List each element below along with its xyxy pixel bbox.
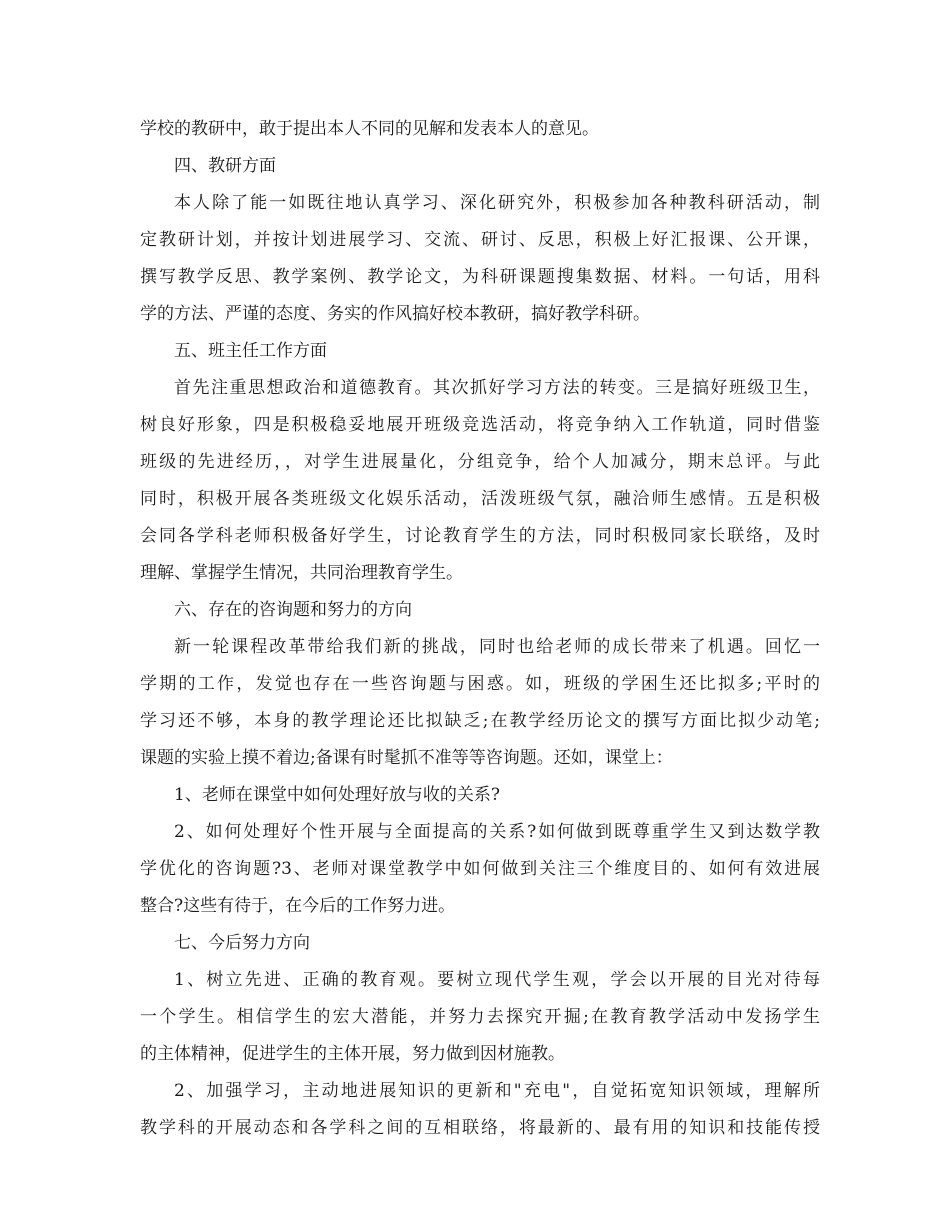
text-line: 教学科的开展动态和各学科之间的互相联络，将最新的、最有用的知识和技能传授	[140, 1118, 820, 1138]
section-heading: 七、今后努力方向	[174, 933, 310, 953]
list-item: 2、加强学习，主动地进展知识的更新和"充电"，自觉拓宽知识领域，理解所	[174, 1081, 820, 1101]
document-body	[140, 111, 820, 1147]
section-heading: 六、存在的咨询题和努力的方向	[174, 600, 412, 620]
text-line: 班级的先进经历，，对学生进展量化，分组竞争，给个人加减分，期末总评。与此	[140, 452, 820, 472]
list-item: 2、如何处理好个性开展与全面提高的关系?如何做到既尊重学生又到达数学教	[174, 822, 820, 842]
text-line: 学习还不够，本身的教学理论还比拟缺乏;在教学经历论文的撰写方面比拟少动笔;	[140, 711, 820, 731]
text-line: 的主体精神，促进学生的主体开展，努力做到因材施教。	[140, 1044, 565, 1064]
text-line: 定教研计划，并按计划进展学习、交流、研讨、反思，积极上好汇报课、公开课，	[140, 230, 820, 250]
text-line: 撰写教学反思、教学案例、教学论文，为科研课题搜集数据、材料。一句话，用科	[140, 267, 820, 287]
text-line: 新一轮课程改革带给我们新的挑战，同时也给老师的成长带来了机遇。回忆一	[174, 637, 820, 657]
text-line: 本人除了能一如既往地认真学习、深化研究外，积极参加各种教科研活动，制	[174, 193, 820, 213]
text-line: 学期的工作，发觉也存在一些咨询题与困惑。如，班级的学困生还比拟多;平时的	[140, 674, 820, 694]
text-line: 会同各学科老师积极备好学生，讨论教育学生的方法，同时积极同家长联络，及时	[140, 526, 820, 546]
text-line: 学校的教研中，敢于提出本人不同的见解和发表本人的意见。	[140, 119, 599, 139]
section-heading: 四、教研方面	[174, 156, 276, 176]
text-line: 学优化的咨询题?3、老师对课堂教学中如何做到关注三个维度目的、如何有效进展	[140, 859, 820, 879]
text-line: 同时，积极开展各类班级文化娱乐活动，活泼班级气氛，融洽师生感情。五是积极	[140, 489, 820, 509]
text-line: 首先注重思想政治和道德教育。其次抓好学习方法的转变。三是搞好班级卫生，	[174, 378, 820, 398]
list-item: 1、树立先进、正确的教育观。要树立现代学生观，学会以开展的目光对待每	[174, 970, 820, 990]
list-item: 1、老师在课堂中如何处理好放与收的关系?	[174, 785, 500, 805]
text-line: 一个学生。相信学生的宏大潜能，并努力去探究开掘;在教育教学活动中发扬学生	[140, 1007, 820, 1027]
text-line: 学的方法、严谨的态度、务实的作风搞好校本教研，搞好教学科研。	[140, 304, 650, 324]
text-line: 理解、掌握学生情况，共同治理教育学生。	[140, 563, 463, 583]
text-line: 课题的实验上摸不着边;备课有时髦抓不准等等咨询题。还如，课堂上：	[140, 748, 673, 768]
text-line: 树良好形象，四是积极稳妥地展开班级竞选活动，将竞争纳入工作轨道，同时借鉴	[140, 415, 820, 435]
section-heading: 五、班主任工作方面	[174, 341, 327, 361]
text-line: 整合?这些有待于，在今后的工作努力进。	[140, 896, 456, 916]
